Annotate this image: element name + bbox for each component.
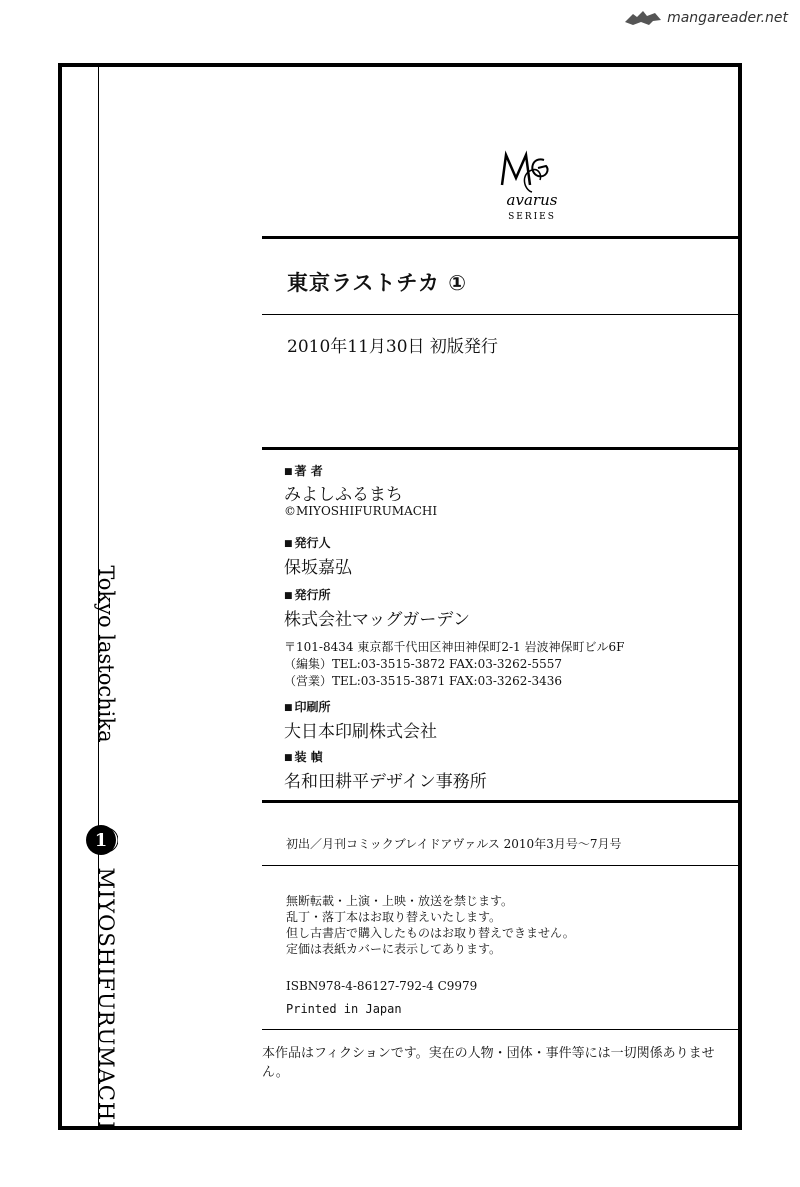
publisher-name: 株式会社マッグガーデン [284,610,470,630]
publisher-address: 〒101-8434 東京都千代田区神田神保町2-1 岩波神保町ビル6F [284,640,625,654]
printer-label: ■ 印刷所 [284,698,331,715]
notice-line: 乱丁・落丁本はお取り替えいたします。 [286,910,502,924]
printer-name: 大日本印刷株式会社 [284,722,437,742]
editorial-contact: （編集）TEL:03-3515-3872 FAX:03-3262-5557 [284,657,563,671]
author-label: ■ 著 者 [284,462,323,479]
publisher-label: ■ 発行所 [284,586,331,603]
divider [262,865,738,866]
author-copyright: ©MIYOSHIFURUMACHI [284,504,438,518]
fiction-notice: 本作品はフィクションです。実在の人物・団体・事件等には一切関係ありません。 [262,1046,715,1080]
notice-line: 無断転載・上演・上映・放送を禁じます。 [286,894,514,908]
logo-text: avarus [506,191,558,209]
divider [262,800,738,803]
spine-author: MIYOSHIFURUMACHI [94,867,118,1131]
printed-in: Printed in Japan [286,1002,402,1016]
logo-series: SERIES [508,212,556,222]
book-title: 東京ラストチカ ① [287,271,468,295]
design-studio: 名和田耕平デザイン事務所 [284,772,487,792]
divider [262,1029,738,1030]
watermark-text: mangareader.net [667,10,788,26]
sales-contact: （営業）TEL:03-3515-3871 FAX:03-3262-3436 [284,674,563,688]
colophon-frame [58,63,742,1130]
volume-badge [84,823,118,857]
isbn: ISBN978-4-86127-792-4 C9979 [286,979,478,993]
spine-title: Tokyo lastochika [94,565,118,743]
publication-date: 2010年11月30日 初版発行 [287,337,498,357]
divider [262,236,738,239]
design-label: ■ 装 幀 [284,748,323,765]
wolf-icon [623,8,663,28]
divider [262,314,738,315]
watermark [623,8,788,28]
volume-number: 1 [94,830,108,851]
mg-avarus-logo [472,130,592,230]
first-publication: 初出／月刊コミックブレイドアヴァルス 2010年3月号～7月号 [286,837,622,851]
notice-line: 但し古書店で購入したものはお取り替えできません。 [286,926,575,940]
divider [262,447,738,450]
author-name: みよしふるまち [284,485,403,505]
legal-notices [286,893,575,957]
publisher-person: 保坂嘉弘 [284,558,352,578]
notice-line: 定価は表紙カバーに表示してあります。 [286,942,502,956]
spine [56,567,156,1187]
publisher-person-label: ■ 発行人 [284,534,331,551]
